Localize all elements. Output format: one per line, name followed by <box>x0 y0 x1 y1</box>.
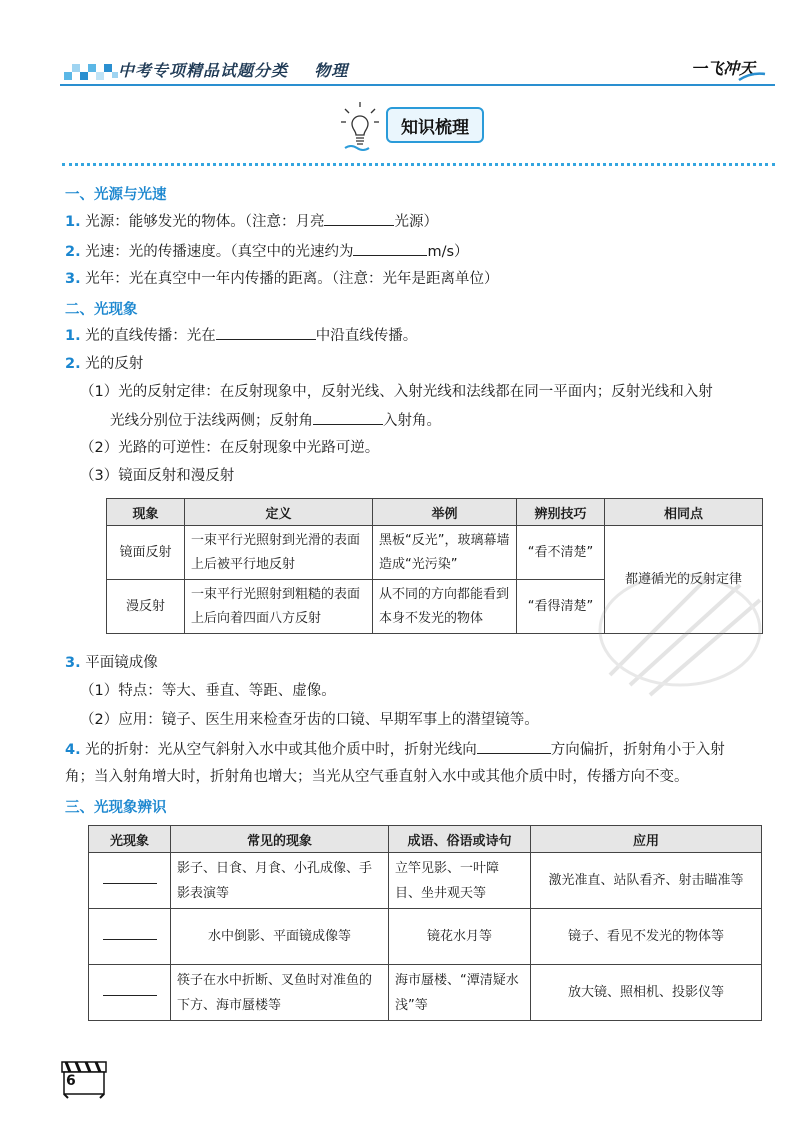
table-header: 成语、俗语或诗句 <box>389 826 531 853</box>
table-cell: 立竿见影、一叶障目、坐井观天等 <box>389 853 531 909</box>
item-text: 方向偏折，折射角小于入射 <box>550 742 725 758</box>
refraction-line-2: 角；当入射角增大时，折射角也增大；当光从空气垂直射入水中或其他介质中时，传播方向不变。 <box>65 769 689 785</box>
fill-blank <box>216 325 316 340</box>
item-refraction <box>65 739 725 760</box>
item-text: 光的直线传播：光在 <box>85 328 216 344</box>
item-text: 中沿直线传播。 <box>315 328 418 344</box>
item-text: 入射角。 <box>383 413 441 429</box>
table-cell: 镜子、看见不发光的物体等 <box>531 909 762 965</box>
table-cell: 镜花水月等 <box>389 909 531 965</box>
page-header <box>60 52 775 92</box>
table-header: 相同点 <box>605 499 763 526</box>
item-light-speed <box>65 241 469 262</box>
item-text: 光线分别位于法线两侧；反射角 <box>110 413 313 429</box>
table-cell: 水中倒影、平面镜成像等 <box>171 909 389 965</box>
section-heading-1: 一、光源与光速 <box>65 187 167 203</box>
item-text: 光年：光在真空中一年内传播的距离。（注意：光年是距离单位） <box>85 271 499 287</box>
table-row <box>89 965 762 1021</box>
fill-blank <box>103 871 157 884</box>
table-header: 应用 <box>531 826 762 853</box>
phenomena-table <box>88 825 762 1021</box>
fill-blank <box>477 739 551 754</box>
table-cell: 一束平行光照射到光滑的表面上后被平行地反射 <box>185 526 373 580</box>
fill-blank <box>324 211 394 226</box>
table-header: 现象 <box>107 499 185 526</box>
table-row <box>89 853 762 909</box>
swoosh-icon <box>737 70 767 82</box>
table-cell-blank <box>89 965 171 1021</box>
mirror-features-line: （1）特点：等大、垂直、等距、虚像。 <box>80 683 336 699</box>
section-heading-3: 三、光现象辨识 <box>65 800 167 816</box>
table-header-row <box>107 499 763 526</box>
table-header: 辨别技巧 <box>517 499 605 526</box>
table-row <box>89 909 762 965</box>
fill-blank <box>103 983 157 996</box>
item-light-source <box>65 211 438 232</box>
table-cell: 海市蜃楼、“潭清疑水浅”等 <box>389 965 531 1021</box>
section-heading-2: 二、光现象 <box>65 302 138 318</box>
table-header-row <box>89 826 762 853</box>
table-cell: 都遵循光的反射定律 <box>605 526 763 634</box>
item-text: 平面镜成像 <box>85 655 158 671</box>
dotted-divider <box>62 163 775 166</box>
table-cell: 从不同的方向都能看到本身不发光的物体 <box>373 580 517 634</box>
table-row <box>107 526 763 580</box>
item-text: 光速：光的传播速度。（真空中的光速约为 <box>85 244 354 260</box>
mirror-applications-line: （2）应用：镜子、医生用来检查牙齿的口镜、早期军事上的潜望镜等。 <box>80 712 539 728</box>
table-cell: 筷子在水中折断、叉鱼时对准鱼的下方、海市蜃楼等 <box>171 965 389 1021</box>
table-cell: 漫反射 <box>107 580 185 634</box>
item-number: 3. <box>65 655 81 671</box>
reflection-table <box>106 498 763 634</box>
item-text: 光源） <box>394 214 438 230</box>
item-light-year <box>65 269 498 289</box>
mirror-diffuse-heading: （3）镜面反射和漫反射 <box>80 468 235 484</box>
item-text: 光的反射 <box>85 356 144 372</box>
reversibility-line: （2）光路的可逆性：在反射现象中光路可逆。 <box>80 440 380 456</box>
table-cell: 影子、日食、月食、小孔成像、手影表演等 <box>171 853 389 909</box>
item-text: m/s） <box>427 244 469 260</box>
reflection-law-line-1: （1）光的反射定律：在反射现象中，反射光线、入射光线和法线都在同一平面内；反射光线和入射 <box>80 384 713 400</box>
item-number: 2. <box>65 356 81 372</box>
item-plane-mirror <box>65 653 158 673</box>
table-cell: 黑板“反光”，玻璃幕墙造成“光污染” <box>373 526 517 580</box>
table-cell: 放大镜、照相机、投影仪等 <box>531 965 762 1021</box>
item-straight-line <box>65 325 417 346</box>
item-reflection <box>65 354 143 374</box>
table-header: 举例 <box>373 499 517 526</box>
table-header: 光现象 <box>89 826 171 853</box>
item-text: 光的折射：光从空气斜射入水中或其他介质中时，折射光线向 <box>85 742 477 758</box>
item-number: 4. <box>65 742 81 758</box>
table-cell: “看不清楚” <box>517 526 605 580</box>
table-header: 定义 <box>185 499 373 526</box>
checker-squares-icon <box>64 60 126 84</box>
item-number: 1. <box>65 214 81 230</box>
item-text: 光源：能够发光的物体。（注意：月亮 <box>85 214 325 230</box>
table-cell-blank <box>89 853 171 909</box>
table-cell: 激光准直、站队看齐、射击瞄准等 <box>531 853 762 909</box>
table-cell-blank <box>89 909 171 965</box>
item-number: 2. <box>65 244 81 260</box>
fill-blank <box>353 241 427 256</box>
lightbulb-icon <box>339 100 381 152</box>
knowledge-title: 知识梳理 <box>386 107 484 143</box>
brand-name: 一飞冲天 <box>690 59 755 78</box>
header-rule <box>60 84 775 86</box>
fill-blank <box>313 410 383 425</box>
table-cell: 镜面反射 <box>107 526 185 580</box>
book-title: 中考专项精品试题分类 物理 <box>118 61 349 80</box>
item-number: 3. <box>65 271 81 287</box>
table-header: 常见的现象 <box>171 826 389 853</box>
fill-blank <box>103 927 157 940</box>
page-number: 6 <box>66 1073 76 1089</box>
table-cell: “看得清楚” <box>517 580 605 634</box>
item-number: 1. <box>65 328 81 344</box>
table-cell: 一束平行光照射到粗糙的表面上后向着四面八方反射 <box>185 580 373 634</box>
reflection-law-line-2 <box>110 410 441 431</box>
